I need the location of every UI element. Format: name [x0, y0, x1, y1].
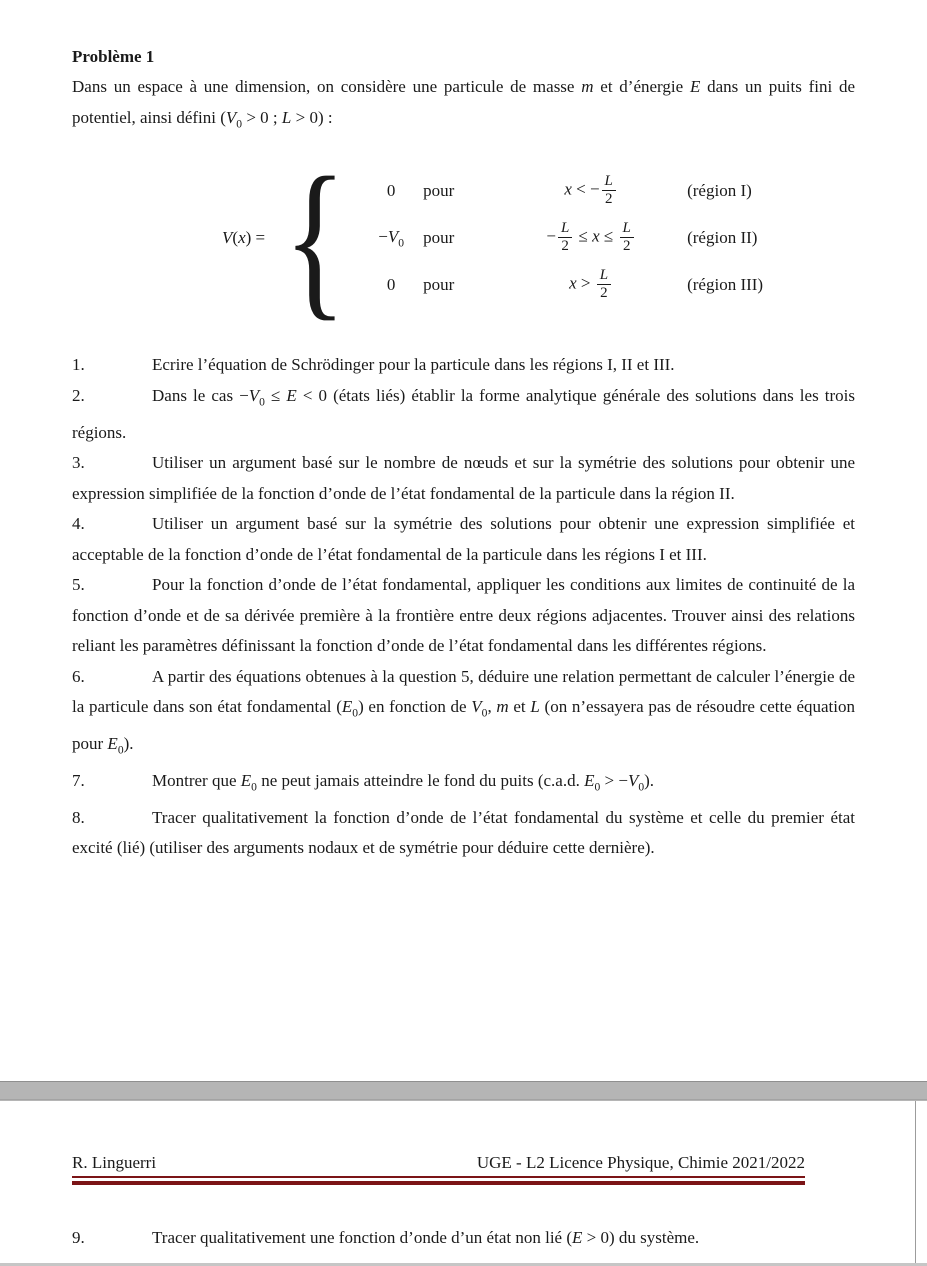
question-text-3: Utiliser un argument basé sur le nombre de nœuds et sur la symétrie des solutions pour obtenir une expression simplifiée de la fonction d’onde de l’état fondamental de la particule dans la région II. — [72, 453, 855, 503]
equation-row-3 — [359, 261, 817, 308]
question-number-8: 8. — [72, 807, 85, 827]
question-number-1: 1. — [72, 355, 85, 375]
question-item-9 — [72, 1223, 872, 1254]
question-item-3 — [72, 448, 855, 509]
equation-value-1: 0 — [386, 180, 396, 200]
equation-lhs: V(x) = — [222, 227, 266, 247]
page-footer — [72, 1151, 805, 1185]
footer-author: R. Linguerri — [72, 1153, 157, 1172]
question-item-4 — [72, 509, 855, 570]
question-number-3: 3. — [72, 453, 85, 473]
footer-course: UGE - L2 Licence Physique, Chimie 2021/2022 — [476, 1153, 805, 1172]
equation-row-1 — [359, 167, 817, 214]
question-text-7: Montrer que $E_0$ ne peut jamais atteindre le fond du puits (c.a.d. $E_0 > -V_0$). — [152, 771, 655, 794]
equation-pour-3: pour — [423, 274, 455, 294]
question-number-6: 6. — [72, 666, 85, 686]
footer-text-row — [72, 1151, 805, 1175]
questions-list — [72, 350, 855, 864]
intro-paragraph: Dans un espace à une dimension, on considère une particule de masse m et d’énergie E dans un puits fini de potentiel, ainsi défini ($V_0 > 0$ ; L > 0) : — [72, 77, 855, 130]
equation-region-1: (région I) — [687, 180, 752, 200]
page-2-right-edge — [915, 1101, 916, 1266]
equation-value-3: 0 — [386, 274, 396, 294]
equation-condition-2: − $\frac{L}{2}$ ≤ x ≤ $\frac{L}{2}$ — [495, 220, 687, 256]
footer-rule-thick — [72, 1181, 805, 1185]
question-item-7 — [72, 766, 855, 803]
equation-region-3: (région III) — [687, 274, 764, 294]
question-text-1: Ecrire l’équation de Schrödinger pour la particule dans les régions I, II et III. — [152, 355, 675, 375]
question-number-7: 7. — [72, 771, 85, 791]
question-item-2 — [72, 381, 855, 448]
question-number-9: 9. — [72, 1228, 85, 1247]
question-number-2: 2. — [72, 385, 85, 405]
equation-row-2 — [359, 214, 817, 261]
question-item-8 — [72, 803, 855, 864]
equation-region-2: (région II) — [687, 227, 758, 247]
equation-pour-1: pour — [423, 180, 455, 200]
page-break-gap — [0, 1081, 927, 1100]
question-text-4: Utiliser un argument basé sur la symétrie des solutions pour obtenir une expression simplifiée et acceptable de la fonction d’onde de l’état fondamental de la particule dans les régions I et III. — [72, 514, 855, 564]
question-number-4: 4. — [72, 514, 85, 534]
question-item-6 — [72, 662, 855, 766]
problem-title: Problème 1 — [72, 47, 155, 66]
potential-equation: V(x) = { 0 pour x < − $\frac{L}{2}$ (région I) $-V_0$ pour − $\frac{L}{2}$ ≤ x ≤ $\frac{L}{2}$ (région II) 0 pour x > $\frac{L}{2}$ (région III) — [222, 167, 855, 308]
document-page-2 — [0, 1101, 927, 1263]
question-number-5: 5. — [72, 575, 85, 595]
question-text-9: Tracer qualitativement une fonction d’onde d’un état non lié (E > 0) du système. — [152, 1228, 700, 1247]
question-text-8: Tracer qualitativement la fonction d’onde de l’état fondamental du système et celle du premier état excité (lié) (utiliser des arguments nodaux et de symétrie pour déduire cette dernière). — [72, 807, 855, 858]
equation-pour-2: pour — [423, 227, 455, 247]
question-text-2: Dans le cas $-V_0 \le E < 0$ (états liés) établir la forme analytique générale des solutions dans les trois régions. — [72, 385, 855, 442]
equation-value-2: $-V_0$ — [378, 226, 404, 250]
footer-rule-thin — [72, 1176, 805, 1178]
equation-rows — [359, 167, 817, 308]
question-text-6: A partir des équations obtenues à la question 5, déduire une relation permettant de calculer l’énergie de la particule dans son état fondamental $(E_0)$ en fonction de $V_0$, m et L (on n’essayera pas de résoudre cette équation pour $E_0$). — [72, 666, 855, 757]
question-text-5: Pour la fonction d’onde de l’état fondamental, appliquer les conditions aux limites de continuité de la fonction d’onde et de sa dérivée première à la frontière entre deux régions adjacentes. Trouver ainsi des relations reliant les paramètres définissant la fonction d’onde de l’état fondamental dans les différentes régions. — [72, 575, 855, 656]
question-item-1 — [72, 350, 855, 381]
equation-condition-3: x > $\frac{L}{2}$ — [495, 267, 687, 303]
question-item-5 — [72, 570, 855, 662]
equation-condition-1: x < − $\frac{L}{2}$ — [495, 173, 687, 209]
